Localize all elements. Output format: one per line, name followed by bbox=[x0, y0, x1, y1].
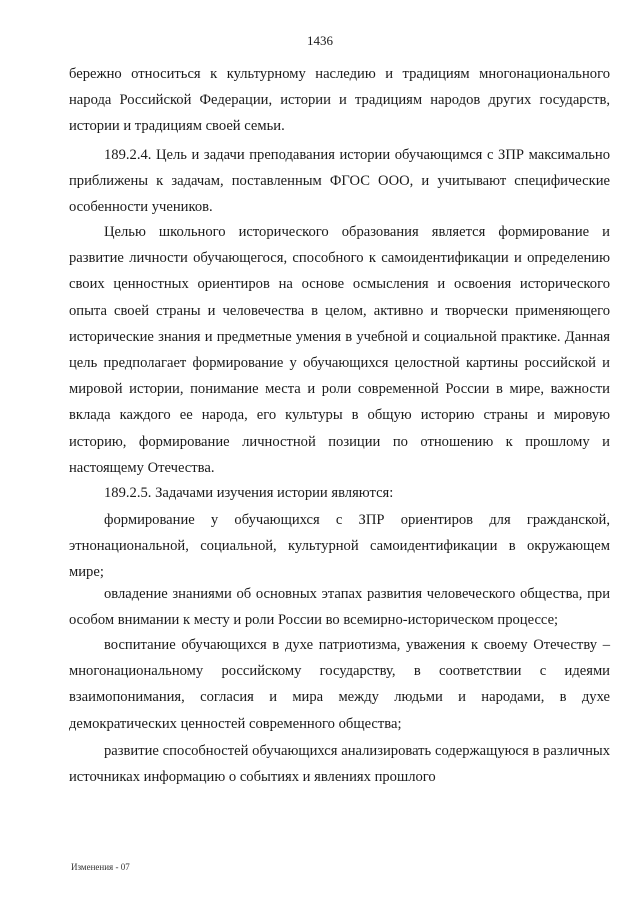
paragraph-goal bbox=[69, 219, 610, 481]
paragraph-text: овладение знаниями об основных этапах развития человеческого общества, при особом внимании к месту и роли России во всемирно-историческом процессе; bbox=[69, 586, 610, 629]
list-item-formation bbox=[69, 507, 610, 586]
paragraph-text: Целью школьного исторического образования является формирование и развитие личности обучающегося, способного к самоидентификации и определению своих ценностных ориентиров на основе осмысления и освоения исторического опыта своей страны и человечества в целом, активно и творчески применяющего исторические знания и предметные умения в учебной и социальной практике. Данная цель предполагает формирование у обучающихся целостной картины российской и мировой истории, понимание места и роли современной России в мире, важности вклада каждого ее народа, его культуры в общую историю страны и мировую историю, формирование личностной позиции по отношению к прошлому и настоящему Отечества. bbox=[69, 224, 610, 476]
paragraph-continuation bbox=[69, 61, 610, 140]
page-number: 1436 bbox=[307, 33, 333, 48]
paragraph-text: 189.2.5. Задачами изучения истории являются: bbox=[104, 485, 394, 501]
paragraph-text: развитие способностей обучающихся анализировать содержащуюся в различных источниках информацию о событиях и явлениях прошлого bbox=[69, 743, 610, 786]
footer-revision-note: Изменения - 07 bbox=[71, 862, 130, 872]
list-item-upbringing bbox=[69, 632, 610, 737]
paragraph-text: формирование у обучающихся с ЗПР ориентиров для гражданской, этнонациональной, социальной, культурной самоидентификации в окружающем мире; bbox=[69, 512, 610, 581]
paragraph-189-2-5 bbox=[69, 480, 610, 506]
paragraph-text: 189.2.4. Цель и задачи преподавания истории обучающимся с ЗПР максимально приближены к задачам, поставленным ФГОС ООО, и учитывают специфические особенности учеников. bbox=[69, 147, 610, 216]
list-item-knowledge bbox=[69, 581, 610, 633]
paragraph-text: бережно относиться к культурному наследию и традициям многонационального народа Российской Федерации, истории и традициям народов других государств, истории и традициям своей семьи. bbox=[69, 66, 610, 135]
paragraph-text: воспитание обучающихся в духе патриотизма, уважения к своему Отечеству – многонациональному российскому государству, в соответствии с идеями взаимопонимания, согласия и мира между людьми и народами, в духе демократических ценностей современного общества; bbox=[69, 637, 610, 732]
paragraph-189-2-4 bbox=[69, 142, 610, 221]
list-item-development bbox=[69, 738, 610, 790]
